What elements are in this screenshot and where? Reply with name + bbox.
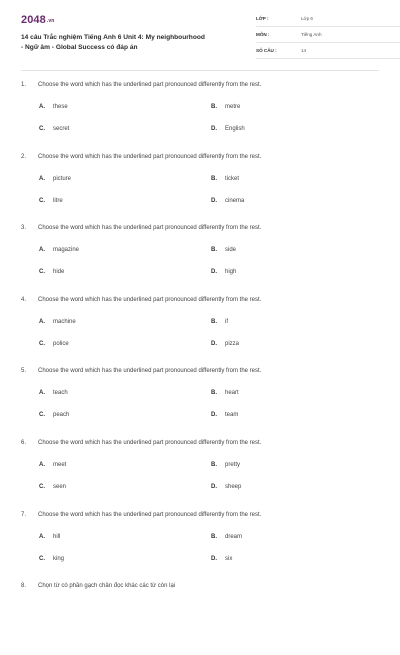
option-word: secret [53, 126, 70, 132]
option-word: if [225, 318, 228, 325]
meta-info [256, 12, 400, 60]
meta-value: Lớp 6 [301, 16, 313, 21]
question-text: Choose the word which has the underlined part pronounced differently from the rest. [38, 440, 262, 446]
question-item [21, 82, 381, 154]
option-word: seen [53, 484, 67, 490]
option-word: sheep [225, 484, 242, 490]
option-letter: C. [39, 555, 45, 562]
option-word: police [53, 340, 69, 347]
worksheet-title [21, 33, 241, 53]
option-word: dream [225, 533, 243, 540]
question-item [21, 297, 381, 369]
option-letter: A. [39, 247, 45, 254]
option-word: metre [225, 104, 241, 110]
option-letter: B. [211, 104, 217, 110]
answer-option[interactable] [211, 126, 245, 132]
answer-option[interactable] [211, 412, 238, 418]
question-item [21, 512, 381, 584]
option-word: high [225, 269, 237, 276]
option-letter: B. [211, 533, 217, 540]
option-letter: A. [39, 104, 45, 110]
option-word: team [225, 412, 239, 419]
header-divider [21, 70, 379, 71]
answer-option[interactable] [39, 390, 68, 396]
meta-label: SỐ CÂU : [256, 48, 277, 53]
answer-option[interactable] [39, 198, 63, 204]
option-letter: D. [211, 340, 217, 347]
option-word: six [225, 555, 233, 562]
option-letter: C. [39, 340, 45, 347]
question-item [21, 154, 381, 226]
answer-option[interactable] [39, 484, 66, 490]
option-letter: A. [39, 462, 45, 468]
answer-option[interactable] [211, 319, 228, 325]
option-letter: C. [39, 484, 45, 490]
option-word: litre [53, 197, 63, 204]
title-line-1: 14 câu Trắc nghiệm Tiếng Anh 6 Unit 4: My neighbourhood [21, 34, 205, 41]
question-number: 7. [21, 511, 27, 518]
question-item [21, 440, 381, 512]
option-word: heart [225, 390, 239, 397]
option-word: side [225, 247, 237, 254]
option-word: peach [53, 412, 70, 419]
answer-option[interactable] [39, 341, 69, 347]
meta-label: LỚP : [256, 16, 269, 21]
question-number: 2. [21, 153, 27, 160]
answer-option[interactable] [211, 484, 241, 490]
option-letter: B. [211, 175, 217, 182]
option-word: English [225, 126, 245, 132]
answer-option[interactable] [39, 412, 69, 418]
question-text: Choose the word which has the underlined part pronounced differently from the rest. [38, 368, 262, 375]
option-letter: D. [211, 412, 217, 419]
title-line-2: - Ngữ âm - Global Success có đáp án [21, 44, 138, 51]
answer-option[interactable] [211, 390, 239, 396]
answer-option[interactable] [211, 269, 236, 275]
option-letter: A. [39, 175, 45, 182]
question-number: 3. [21, 225, 27, 232]
option-letter: D. [211, 269, 217, 276]
option-letter: A. [39, 390, 45, 397]
answer-option[interactable] [39, 269, 64, 275]
question-text: Choose the word which has the underlined part pronounced differently from the rest. [38, 511, 262, 518]
answer-option[interactable] [211, 198, 244, 204]
question-item [21, 225, 381, 297]
option-letter: A. [39, 533, 45, 540]
option-letter: C. [39, 269, 45, 276]
option-letter: D. [211, 555, 217, 562]
option-word: teach [53, 390, 68, 397]
logo-text: 2048 [21, 14, 46, 26]
answer-option[interactable] [39, 247, 79, 253]
answer-option[interactable] [39, 462, 66, 468]
meta-value: 14 [301, 48, 307, 53]
answer-option[interactable] [211, 556, 232, 562]
option-letter: C. [39, 126, 45, 132]
question-number: 6. [21, 440, 27, 446]
option-word: picture [53, 175, 72, 182]
answer-option[interactable] [211, 176, 239, 182]
option-letter: B. [211, 390, 217, 397]
answer-option[interactable] [39, 534, 60, 540]
question-text: Choose the word which has the underlined part pronounced differently from the rest. [38, 153, 262, 160]
meta-row-count [256, 44, 400, 59]
answer-option[interactable] [211, 104, 240, 110]
question-number: 5. [21, 368, 27, 375]
option-word: hill [53, 533, 61, 540]
worksheet-header [21, 12, 381, 68]
option-letter: B. [211, 247, 217, 254]
option-word: hide [53, 269, 65, 276]
option-letter: D. [211, 484, 217, 490]
option-word: king [53, 555, 65, 562]
question-number: 4. [21, 296, 27, 303]
question-text: Choose the word which has the underlined part pronounced differently from the rest. [38, 82, 262, 88]
answer-option[interactable] [211, 462, 240, 468]
meta-label: MÔN : [256, 32, 270, 37]
option-word: machine [53, 318, 76, 325]
site-logo[interactable] [21, 14, 54, 26]
question-item [21, 368, 381, 440]
answer-option[interactable] [39, 176, 71, 182]
answer-option[interactable] [39, 556, 64, 562]
answer-option[interactable] [211, 247, 236, 253]
option-word: pizza [225, 340, 240, 347]
option-word: these [53, 104, 68, 110]
meta-value: Tiếng Anh [301, 32, 322, 37]
logo-suffix: .vn [46, 18, 55, 24]
answer-option[interactable] [39, 319, 76, 325]
meta-row-class [256, 12, 400, 27]
question-text: Chọn từ có phần gạch chân đọc khác các từ còn lại [38, 583, 176, 590]
option-word: cinema [225, 197, 245, 204]
option-letter: A. [39, 318, 45, 325]
option-word: meet [53, 462, 67, 468]
option-letter: B. [211, 462, 217, 468]
question-item [21, 583, 381, 655]
option-word: pretty [225, 462, 241, 468]
answer-option[interactable] [39, 104, 68, 110]
option-letter: B. [211, 318, 217, 325]
meta-row-subject [256, 28, 400, 43]
option-letter: C. [39, 197, 45, 204]
question-number: 1. [21, 82, 27, 88]
option-letter: D. [211, 197, 217, 204]
question-text: Choose the word which has the underlined part pronounced differently from the rest. [38, 296, 262, 303]
option-word: ticket [225, 175, 240, 182]
answer-option[interactable] [211, 341, 239, 347]
option-word: magazine [53, 247, 80, 254]
question-text: Choose the word which has the underlined part pronounced differently from the rest. [38, 225, 262, 232]
question-number: 8. [21, 583, 27, 590]
answer-option[interactable] [211, 534, 242, 540]
answer-option[interactable] [39, 126, 69, 132]
option-letter: D. [211, 126, 217, 132]
option-letter: C. [39, 412, 45, 419]
